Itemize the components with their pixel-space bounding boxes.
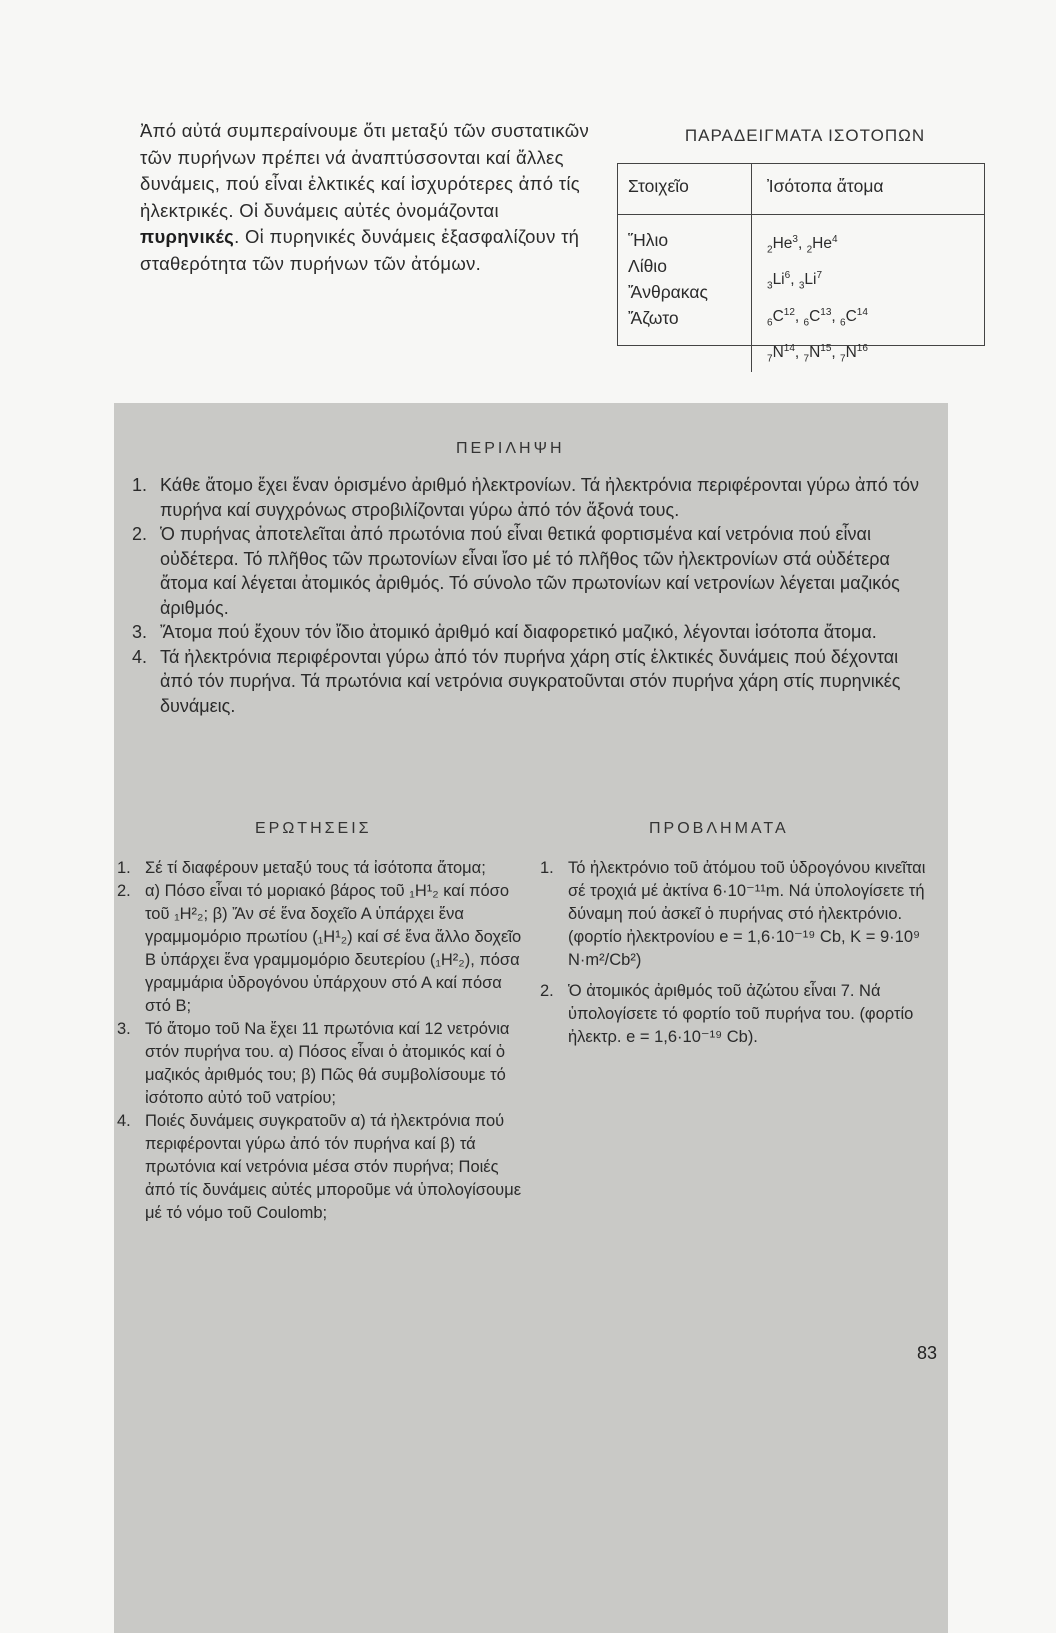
problem-item: 1. Τό ἠλεκτρόνιο τοῦ ἀτόμου τοῦ ὑδρογόνου κινεῖται σέ τροχιά μέ ἀκτίνα 6·10⁻¹¹m. Νά ὑπολογίσετε τή δύναμη πού ἀσκεῖ ὁ πυρήνας στό ἠλεκτρόνιο. (φορτίο ἠλεκτρονίου e = 1,6·10⁻¹⁹ Cb, K = 9·10⁹ N·m²/Cb²) [540, 859, 926, 969]
questions-title: ΕΡΩΤΗΣΕΙΣ [255, 820, 372, 837]
page-number: 83 [917, 1343, 938, 1363]
problem-item: 2. Ὁ ἀτομικός ἀριθμός τοῦ ἀζώτου εἶναι 7. Νά ὑπολογίσετε τό φορτίο τοῦ πυρήνα του. (φορτίο ἠλεκτρ. e = 1,6·10⁻¹⁹ Cb). [540, 982, 914, 1046]
problems-list [540, 857, 940, 1057]
summary-list [132, 473, 932, 718]
summary-item: 1. Κάθε ἄτομο ἔχει ἕναν ὁρισμένο ἀριθμό ἠλεκτρονίων. Τά ἠλεκτρόνια περιφέρονται γύρω ἀπό τόν πυρήνα καί συγχρόνως στροβιλίζονται γύρω ἀπό τόν ἄξονά τους. [132, 475, 919, 520]
isotopes-element: Λίθιο [628, 256, 667, 276]
isotopes-element: Ἄζωτο [628, 308, 679, 328]
isotopes-header-isotopes: Ἰσότοπα ἄτομα [752, 164, 984, 215]
problems-title: ΠΡΟΒΛΗΜΑΤΑ [649, 820, 789, 837]
intro-text-after: . Οἱ πυρηνικές δυνάμεις ἐξασφαλίζουν τή σταθερότητα τῶν πυρήνων τῶν ἀτόμων. [140, 226, 580, 274]
question-item: 3. Τό ἄτομο τοῦ Na ἔχει 11 πρωτόνια καί 12 νετρόνια στόν πυρήνα του. α) Πόσος εἶναι ὁ ἀτομικός καί ὁ μαζικός ἀριθμός του; β) Πῶς θά συμβολίσουμε τό ἰσότοπο αὐτό τοῦ νατρίου; [117, 1020, 510, 1107]
summary-title: ΠΕΡΙΛΗΨΗ [456, 440, 565, 457]
isotopes-element: Ἥλιο [628, 230, 669, 250]
question-item: 1. Σέ τί διαφέρουν μεταξύ τους τά ἰσότοπα ἄτομα; [117, 859, 486, 877]
summary-item: 2. Ὁ πυρήνας ἀποτελεῖται ἀπό πρωτόνια πού εἶναι θετικά φορτισμένα καί νετρόνια πού εἶναι οὐδέτερα. Τό πλῆθος τῶν πρωτονίων εἶναι ἴσο μέ τό πλῆθος τῶν ἠλεκτρονίων στά οὐδέτερα ἄτομα καί λέγεται ἀτομικός ἀριθμός. Τό σύνολο τῶν πρωτονίων καί νετρονίων λέγεται μαζικός ἀριθμός. [132, 524, 900, 618]
isotopes-element-column [618, 215, 752, 372]
isotopes-element: Ἄνθρακας [628, 282, 708, 302]
summary-item: 4. Τά ἠλεκτρόνια περιφέρονται γύρω ἀπό τόν πυρήνα χάρη στίς ἑλκτικές δυνάμεις πού δέχονται ἀπό τόν πυρήνα. Τά πρωτόνια καί νετρόνια συγκρατοῦνται στόν πυρήνα χάρη στίς πυρηνικές δυνάμεις. [132, 646, 901, 716]
isotopes-row: $_2He^3$, $_2He^4$ [767, 234, 838, 256]
isotopes-title: ΠΑΡΑΔΕΙΓΜΑΤΑ ΙΣΟΤΟΠΩΝ [684, 126, 926, 145]
question-item: 2. α) Πόσο εἶναι τό μοριακό βάρος τοῦ ₁H¹₂ καί πόσο τοῦ ₁H²₂; β) Ἄν σέ ἕνα δοχεῖο Α ὑπάρχει ἕνα γραμμομόριο πρωτίου (₁H¹₂) καί σέ ἕνα ἄλλο δοχεῖο Β ὑπάρχει ἕνα γραμμομόριο δευτερίου (₁H²₂), πόσα γραμμάρια ὑδρογόνου ὑπάρχουν στό Α καί πόσα στό Β; [117, 882, 522, 1015]
isotopes-header-element: Στοιχεῖο [618, 164, 752, 215]
isotopes-table [617, 163, 985, 364]
questions-list [117, 857, 527, 1225]
intro-bold-term: πυρηνικές [140, 226, 235, 247]
isotopes-values-column [752, 215, 984, 372]
isotopes-row: $_3Li^6$, $_3Li^7$ [767, 270, 823, 292]
summary-item: 3. Ἄτομα πού ἔχουν τόν ἴδιο ἀτομικό ἀριθμό καί διαφορετικό μαζικό, λέγονται ἰσότοπα ἄτομα. [132, 622, 877, 642]
intro-paragraph [140, 118, 595, 277]
isotopes-row: $_7N^{14}$, $_7N^{15}$, $_7N^{16}$ [767, 342, 868, 364]
isotopes-row: $_6C^{12}$, $_6C^{13}$, $_6C^{14}$ [767, 306, 868, 328]
question-item: 4. Ποιές δυνάμεις συγκρατοῦν α) τά ἠλεκτρόνια πού περιφέρονται γύρω ἀπό τόν πυρήνα καί β) τά πρωτόνια καί νετρόνια μέσα στόν πυρήνα; Ποιές ἀπό τίς δυνάμεις αὐτές μποροῦμε νά ὑπολογίσουμε μέ τό νόμο τοῦ Coulomb; [117, 1112, 522, 1222]
intro-text-before: Ἀπό αὐτά συμπεραίνουμε ὅτι μεταξύ τῶν συστατικῶν τῶν πυρήνων πρέπει νά ἀναπτύσσονται καί ἄλλες δυνάμεις, πού εἶναι ἑλκτικές καί ἰσχυρότερες ἀπό τίς ἠλεκτρικές. Οἱ δυνάμεις αὐτές ὀνομάζονται [140, 120, 590, 221]
